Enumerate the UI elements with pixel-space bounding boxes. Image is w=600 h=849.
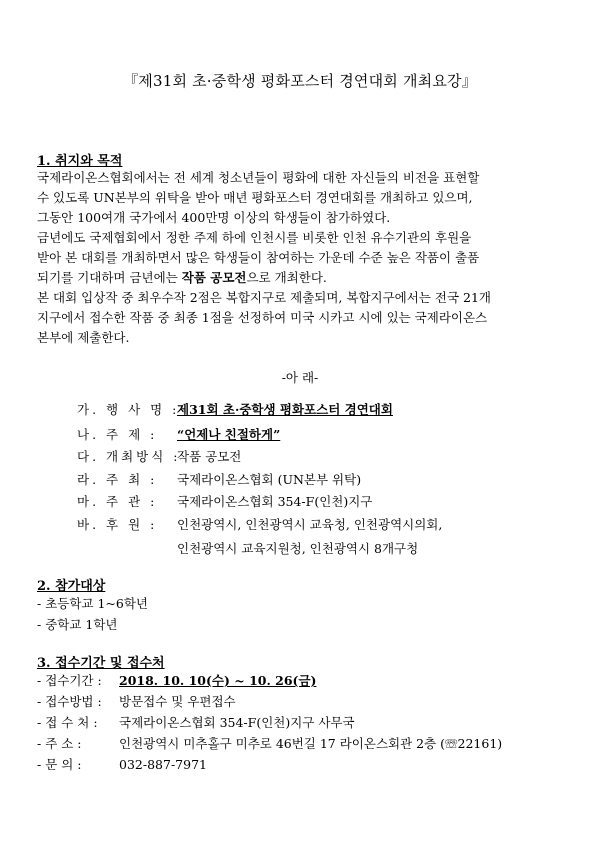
list-item: - 중학교 1학년: [37, 617, 118, 632]
detail-label: 다. 개최방식 :: [77, 449, 181, 464]
list-label: - 접수기간 :: [37, 673, 102, 688]
section-2-list: [37, 593, 148, 635]
paragraph-line: 본 대회 입상작 중 최우수작 2점은 복합지구로 제출되며, 복합지구에서는 전국 21개: [37, 290, 491, 305]
list-value: 2018. 10. 10(수) ~ 10. 26(금): [119, 673, 317, 688]
list-item: - 초등학교 1~6학년: [37, 596, 149, 611]
list-item: [37, 754, 502, 775]
paragraph-line: 수 있도록 UN본부의 위탁을 받아 매년 평화포스터 경연대회를 개최하고 있으며,: [37, 190, 473, 205]
detail-value: 제31회 초·중학생 평화포스터 경연대회: [177, 402, 393, 417]
detail-row-organizer: [77, 492, 372, 512]
list-label: - 주 소 :: [37, 736, 82, 751]
paragraph-line: [37, 268, 565, 288]
paragraph-line: 받아 본 대회를 개최하면서 많은 학생들이 참여하는 가운데 수준 높은 작품이 출품: [37, 250, 480, 265]
detail-row-sponsor-cont: 인천광역시 교육지원청, 인천광역시 8개구청: [177, 541, 419, 556]
detail-value: 인천광역시, 인천광역시 교육청, 인천광역시의회,: [177, 517, 443, 532]
detail-label: 바. 후 원 :: [77, 517, 158, 532]
detail-label: 마. 주 관 :: [77, 494, 158, 509]
note-heading: -아 래-: [281, 370, 319, 385]
paragraph-line: 국제라이온스협회에서는 전 세계 청소년들이 평화에 대한 자신들의 비전을 표현할: [37, 170, 480, 185]
section-2-heading: 2. 참가대상: [37, 579, 106, 594]
list-value: 국제라이온스협회 354-F(인천)지구 사무국: [119, 715, 355, 730]
detail-label: 가. 행 사 명 :: [77, 402, 180, 417]
detail-row-theme: [77, 425, 280, 445]
list-label: - 문 의 :: [37, 757, 82, 772]
list-label: - 접수방법 :: [37, 694, 102, 709]
list-value: 032-887-7971: [119, 757, 207, 772]
detail-label: 나. 주 제 :: [77, 427, 158, 442]
list-item: [37, 733, 502, 754]
document-title: 『제31회 초·중학생 평화포스터 경연대회 개최요강』: [123, 72, 477, 90]
detail-value: 작품 공모전: [177, 449, 242, 464]
detail-row-event-name: [77, 400, 393, 420]
paragraph-line: 본부에 제출한다.: [37, 330, 130, 345]
detail-row-method: [77, 447, 241, 467]
list-item: [37, 712, 502, 733]
list-value: 방문접수 및 우편접수: [119, 694, 236, 709]
paragraph-line: 지구에서 접수한 작품 중 최종 1점을 선정하여 미국 시카고 시에 있는 국제라이온스: [37, 310, 488, 325]
paragraph-line: 금년에도 국제협회에서 정한 주제 하에 인천시를 비롯한 인천 유수기관의 후원을: [37, 230, 472, 245]
paragraph-text: 으로 개최한다.: [246, 270, 327, 285]
section-3-list: [37, 670, 502, 775]
emphasis-text: 작품 공모전: [181, 270, 247, 285]
detail-row-host: [77, 470, 361, 490]
paragraph-text: 되기를 기대하며 금년에는: [37, 270, 182, 285]
list-item: [37, 670, 502, 691]
detail-value: “언제나 친절하게”: [177, 427, 281, 442]
detail-row-sponsor: [77, 515, 442, 535]
list-label: - 접 수 처 :: [37, 715, 98, 730]
list-value: 인천광역시 미추홀구 미추로 46번길 17 라이온스회관 2층 (☏22161): [119, 736, 503, 751]
detail-value: 국제라이온스협회 354-F(인천)지구: [177, 494, 373, 509]
section-1-body: [37, 168, 565, 348]
section-1-heading: 1. 취지와 목적: [37, 154, 123, 169]
list-item: [37, 691, 502, 712]
section-3-heading: 3. 접수기간 및 접수처: [37, 656, 165, 671]
detail-value: 국제라이온스협회 (UN본부 위탁): [177, 472, 362, 487]
detail-label: 라. 주 최 :: [77, 472, 158, 487]
paragraph-line: 그동안 100여개 국가에서 400만명 이상의 학생들이 참가하였다.: [37, 210, 391, 225]
